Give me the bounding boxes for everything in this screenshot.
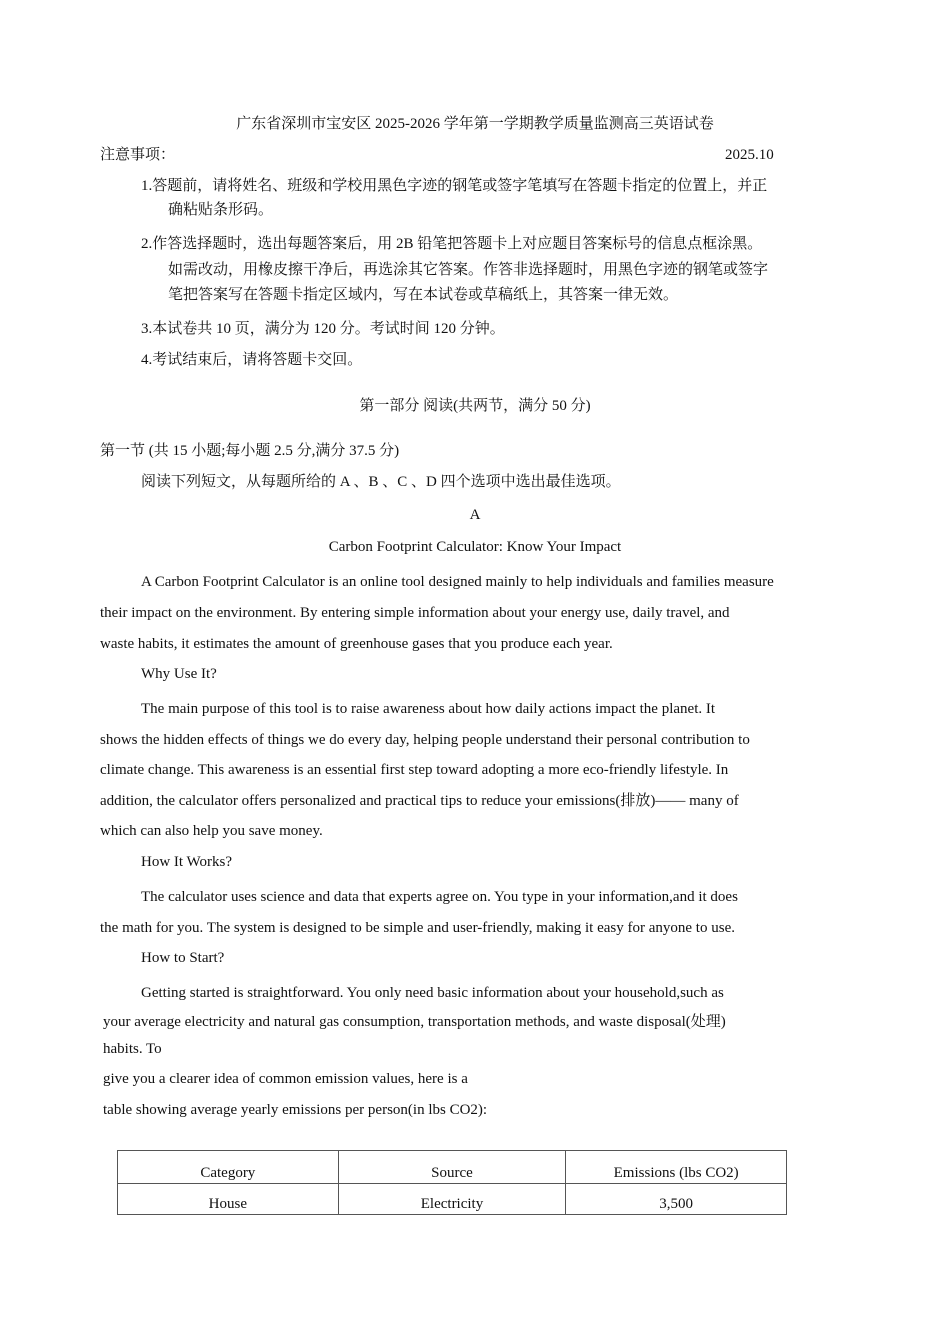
notes-label: 注意事项： xyxy=(100,147,176,163)
p3-line2: the math for you. The system is designed to be simple and user-friendly, making it easy for anyone to use. xyxy=(100,920,735,936)
instruction-1-line1: 1.答题前，请将姓名、班级和学校用黑色字迹的钢笔或签字笔填写在答题卡指定的位置上，并正 xyxy=(141,178,768,194)
directions: 阅读下列短文，从每题所给的 A 、B 、C 、D 四个选项中选出最佳选项。 xyxy=(141,474,621,490)
table-row xyxy=(118,1184,787,1215)
passage-letter: A xyxy=(469,507,481,523)
page-title: 广东省深圳市宝安区 2025-2026 学年第一学期教学质量监测高三英语试卷 xyxy=(236,116,714,132)
exam-date: 2025.10 xyxy=(725,147,774,163)
emissions-table xyxy=(117,1150,787,1215)
p1-line3: waste habits, it estimates the amount of greenhouse gases that you produce each year. xyxy=(100,636,613,652)
p2-line4: addition, the calculator offers personalized and practical tips to reduce your emissions(排放)—— many of xyxy=(100,793,739,809)
p2-line1: The main purpose of this tool is to raise awareness about how daily actions impact the planet. It xyxy=(141,701,716,717)
instruction-4: 4.考试结束后，请将答题卡交回。 xyxy=(141,352,363,368)
p2-line2: shows the hidden effects of things we do every day, helping people understand their personal contribution to xyxy=(100,732,750,748)
section-title: 第一节 (共 15 小题;每小题 2.5 分,满分 37.5 分) xyxy=(100,443,400,459)
instruction-2-line1: 2.作答选择题时，选出每题答案后，用 2B 铅笔把答题卡上对应题目答案标号的信息点框涂黑。 xyxy=(141,236,763,252)
table-header-row xyxy=(118,1151,787,1184)
p4-line5: table showing average yearly emissions per person(in lbs CO2): xyxy=(103,1102,488,1118)
p1-line2: their impact on the environment. By entering simple information about your energy use, daily travel, and xyxy=(100,605,730,621)
table-cell-emissions: 3,500 xyxy=(566,1184,787,1215)
instruction-3: 3.本试卷共 10 页，满分为 120 分。考试时间 120 分钟。 xyxy=(141,321,505,337)
table-cell-source: Electricity xyxy=(338,1184,566,1215)
p4-line4: give you a clearer idea of common emission values, here is a xyxy=(103,1071,468,1087)
part-title: 第一部分 阅读(共两节，满分 50 分) xyxy=(359,398,591,414)
p1-line1: A Carbon Footprint Calculator is an online tool designed mainly to help individuals and families measure xyxy=(141,574,774,590)
table-header-source: Source xyxy=(338,1151,566,1184)
table-header-emissions: Emissions (lbs CO2) xyxy=(566,1151,787,1184)
p4-line2: your average electricity and natural gas consumption, transportation methods, and waste disposal(处理) xyxy=(103,1014,726,1030)
p3-line1: The calculator uses science and data that experts agree on. You type in your information,and it does xyxy=(141,889,738,905)
table-cell-category: House xyxy=(118,1184,339,1215)
passage-title: Carbon Footprint Calculator: Know Your Impact xyxy=(328,539,622,555)
instruction-1-line2: 确粘贴条形码。 xyxy=(168,202,274,218)
instruction-2-line3: 笔把答案写在答题卡指定区域内，写在本试卷或草稿纸上，其答案一律无效。 xyxy=(168,287,679,303)
p4-line1: Getting started is straightforward. You only need basic information about your household,such as xyxy=(141,985,724,1001)
table-header-category: Category xyxy=(118,1151,339,1184)
heading-how-it-works: How It Works? xyxy=(141,854,233,870)
p2-line5: which can also help you save money. xyxy=(100,823,323,839)
instruction-2-line2: 如需改动，用橡皮擦干净后，再选涂其它答案。作答非选择题时，用黑色字迹的钢笔或签字 xyxy=(168,262,769,278)
p4-line3: habits. To xyxy=(103,1041,162,1057)
heading-how-to-start: How to Start? xyxy=(141,950,225,966)
heading-why-use: Why Use It? xyxy=(141,666,217,682)
p2-line3: climate change. This awareness is an essential first step toward adopting a more eco-friendly lifestyle. In xyxy=(100,762,729,778)
